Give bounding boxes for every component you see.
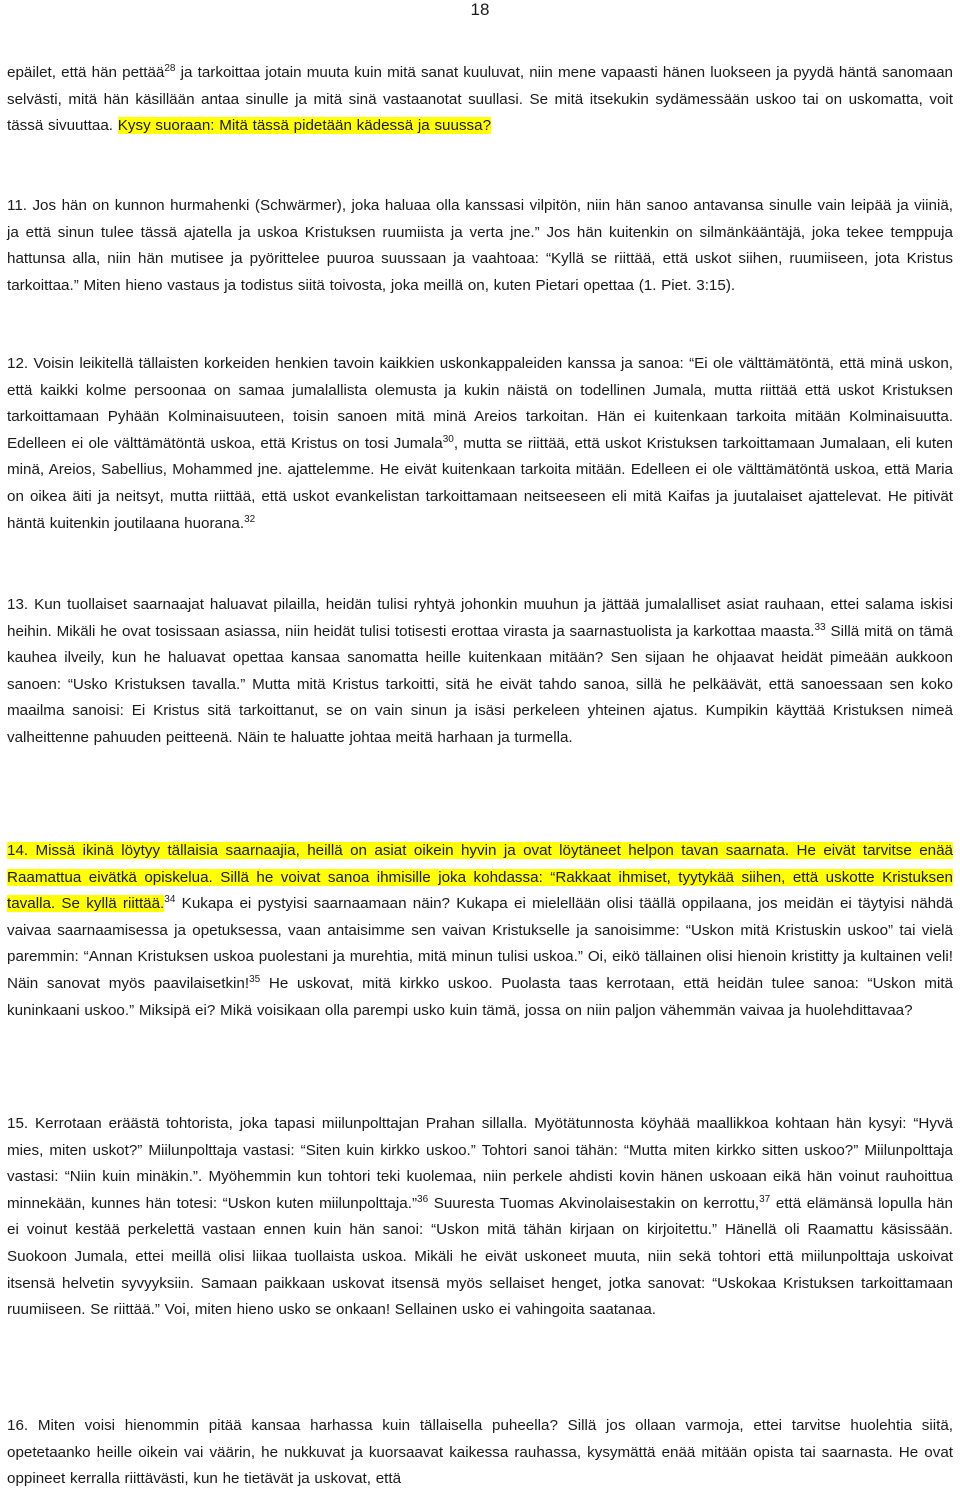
footnote-ref: 35 [249,973,261,985]
paragraph-13 [7,592,953,752]
paragraph-text: Suuresta Tuomas Akvinolaisestakin on kerrottu, [428,1194,760,1212]
footnote-ref: 28 [164,62,176,74]
paragraph-text: 11. Jos hän on kunnon hurmahenki (Schwärmer), joka haluaa olla kanssasi vilpitön, niin hän sanoo antavansa sinulle vain leipää ja viiniä, ja että sinun tulee tässä ajatella ja uskoa Kristuksen ruumiista ja verta jne.” Jos hän kuitenkin on silmänkääntäjä, joka tekee temppuja hattunsa alla, niin hän mutisee ja pyörittelee puuroa suussaan ja vaahtoaa: “Kyllä se riittää, että uskot siihen, ruumiiseen, jota Kristus tarkoittaa.” Miten hieno vastaus ja todistus siitä toivosta, joka meillä on, kuten Pietari opettaa (1. Piet. 3:15). [7,197,953,294]
highlighted-text: 14. Missä ikinä löytyy tällaisia saarnaajia, heillä on asiat oikein hyvin ja ovat löytäneet helpon tavan saarnata. He eivät tarvitse enää Raamattua eivätkä opiskelua. Sillä he voivat sanoa ihmisille joka kohdassa: “Rakkaat ihmiset, tyytykää siihen, että uskotte Kristuksen tavalla. Se kyllä riittää. [7,842,953,913]
paragraph-text: Sillä mitä on tämä kauhea ilveily, kun he haluavat opettaa kansaa sanomatta heille kuitenkaan mitään? Sen sijaan he ohjaavat heidät pimeään aukkoon sanoen: “Usko Kristuksen tavalla.” Mutta mitä Kristus tarkoitti, sitä he eivät tahdo sanoa, sillä he pelkäävät, että sanoessaan sen koko maailma sanoisi: Ei Kristus sitä tarkoittanut, se on vain sinun ja isäsi perkeleen yhteinen ajatus. Kumpikin käyttää Kristuksen nimeä valheittenne pahuuden peitteenä. Näin te haluatte johtaa meitä harhaan ja turmella. [7,622,953,746]
paragraph-text: epäilet, että hän pettää [7,64,165,81]
paragraph-11 [7,193,953,299]
paragraph-16 [7,1413,953,1493]
paragraph-text: 16. Miten voisi hienommin pitää kansaa harhassa kuin tällaisella puheella? Sillä jos ollaan varmoja, ettei tarvitse huolehtia siitä, opetetaanko heille oikein vai väärin, he nukkuvat ja kuorsaavat kaikessa rauhassa, kysymättä enää mitään opista tai saarnasta. He ovat oppineet kerralla riittävästi, kun he tietävät ja uskovat, että [7,1417,953,1488]
paragraph-15 [7,1111,953,1324]
paragraph-text: 13. Kun tuollaiset saarnaajat haluavat pilailla, heidän tulisi ryhtyä johonkin muuhun ja jättää jumalalliset asiat rauhaan, ettei salama iskisi heihin. Mikäli he ovat tosissaan asiassa, niin heidät tulisi totisesti erottaa virasta ja saarnastuolista ja karkottaa maasta. [7,596,953,640]
footnote-ref: 37 [759,1193,771,1205]
paragraph-intro [7,60,953,140]
paragraph-text: ja tarkoittaa jotain muuta kuin mitä sanat kuuluvat, niin mene vapaasti hänen luokseen ja pyydä häntä sanomaan selvästi, mitä hän käsillään antaa sinulle ja mitä sinä vastaanotat suullasi. Se mitä itsekukin sydämessään uskoo tai on uskomatta, voit tässä sivuuttaa. [7,64,954,135]
paragraph-14 [7,838,953,1024]
highlighted-text: Kysy suoraan: Mitä tässä pidetään kädessä ja suussa? [117,117,492,135]
footnote-ref: 36 [417,1193,429,1205]
paragraph-12 [7,351,953,537]
paragraph-text: että elämänsä lopulla hän ei voinut kestää perkelettä vastaan ennen kuin hän sanoi: “Uskon mitä tähän kirjaan on kirjoitettu.” Hänellä oli Raamattu käsissään. Suokoon Jumala, ettei meillä olisi liikaa tuollaista uskoa. Mikäli he eivät uskoneet muuta, niin sekä tohtori että miilunpolttaja uskoivat itsensä helvetin syvyyksiin. Samaan paikkaan uskovat itsensä myös sellaiset henget, jotka sanovat: “Uskokaa Kristuksen tarkoittamaan ruumiiseen. Se riittää.” Voi, miten hieno usko se onkaan! Sellainen usko ei vahingoita saatanaa. [7,1194,953,1319]
paragraph-text: He uskovat, mitä kirkko uskoo. Puolasta taas kerrotaan, että heidän tulee sanoa: “Uskon mitä kuninkaani uskoo.” Miksipä ei? Mikä voisikaan olla parempi usko kuin tämä, jossa on niin paljon vähemmän vaivaa ja huolehdittavaa? [7,974,953,1019]
footnote-ref: 30 [442,433,454,445]
paragraph-text: 15. Kerrotaan eräästä tohtorista, joka tapasi miilunpolttajan Prahan sillalla. Myötätunnosta köyhää maallikkoa kohtaan hän kysyi: “Hyvä mies, miten uskot?” Miilunpolttaja vastasi: “Siten kuin kirkko uskoo.” Tohtori sanoi tähän: “Mutta miten kirkko sitten uskoo?” Miilunpolttaja vastasi: “Niin kuin minäkin.”. Myöhemmin kun tohtori teki kuolemaa, niin perkele ahdisti kovin hänen uskoaan eikä hän voinut rauhoittua minnekään, kunnes hän totesi: “Uskon kuten miilunpolttaja.” [7,1115,953,1212]
footnote-ref: 34 [164,894,176,906]
paragraph-text: , mutta se riittää, että uskot Kristuksen tarkoittamaan Jumalaan, eli kuten minä, Areios, Sabellius, Mohammed jne. ajattelemme. He eivät kuitenkaan tarkoita mitään. Edelleen ei ole välttämätöntä uskoa, että Maria on oikea äiti ja neitsyt, mutta riittää, että uskot evankelistan tarkoittamaan neitseeseen eli mitä Kaifas ja juutalaiset ajattelevat. He pitivät häntä kuitenkin joutilaana huorana. [7,434,953,532]
paragraph-text: 12. Voisin leikitellä tällaisten korkeiden henkien tavoin kaikkien uskonkappaleiden kanssa ja sanoa: “Ei ole välttämätöntä, että minä uskon, että kaikki kolme persoonaa on samaa jumalallista olemusta ja kukin näistä on todellinen Jumala, mutta riittää että uskot Kristuksen tarkoittamaan Pyhään Kolminaisuuteen, toisin sanoen mitä minä Areios tarkoitan. Hän ei kuitenkaan tarkoita mitään Kolminaisuutta. Edelleen ei ole välttämätöntä uskoa, että Kristus on tosi Jumala [7,355,953,452]
footnote-ref: 33 [814,621,826,633]
paragraph-text: Kukapa ei pystyisi saarnaamaan näin? Kukapa ei mielellään olisi täällä oppilaana, jos meidän ei täytyisi nähdä vaivaa saarnaamisessa ja opetuksessa, vaan antaisimme sen vaivan Kristukselle ja sanoisimme: “Uskon mitä Kristuskin uskoo” tai vielä paremmin: “Annan Kristuksen uskoa puolestani ja murehtia, mitä minun tulisi uskoa.” Oi, eikö tällainen olisi hienoin kristitty ja kultainen veli! Näin sanovat myös paavilaisetkin! [7,895,953,992]
page-number: 18 [470,0,490,19]
footnote-ref: 32 [244,513,256,525]
